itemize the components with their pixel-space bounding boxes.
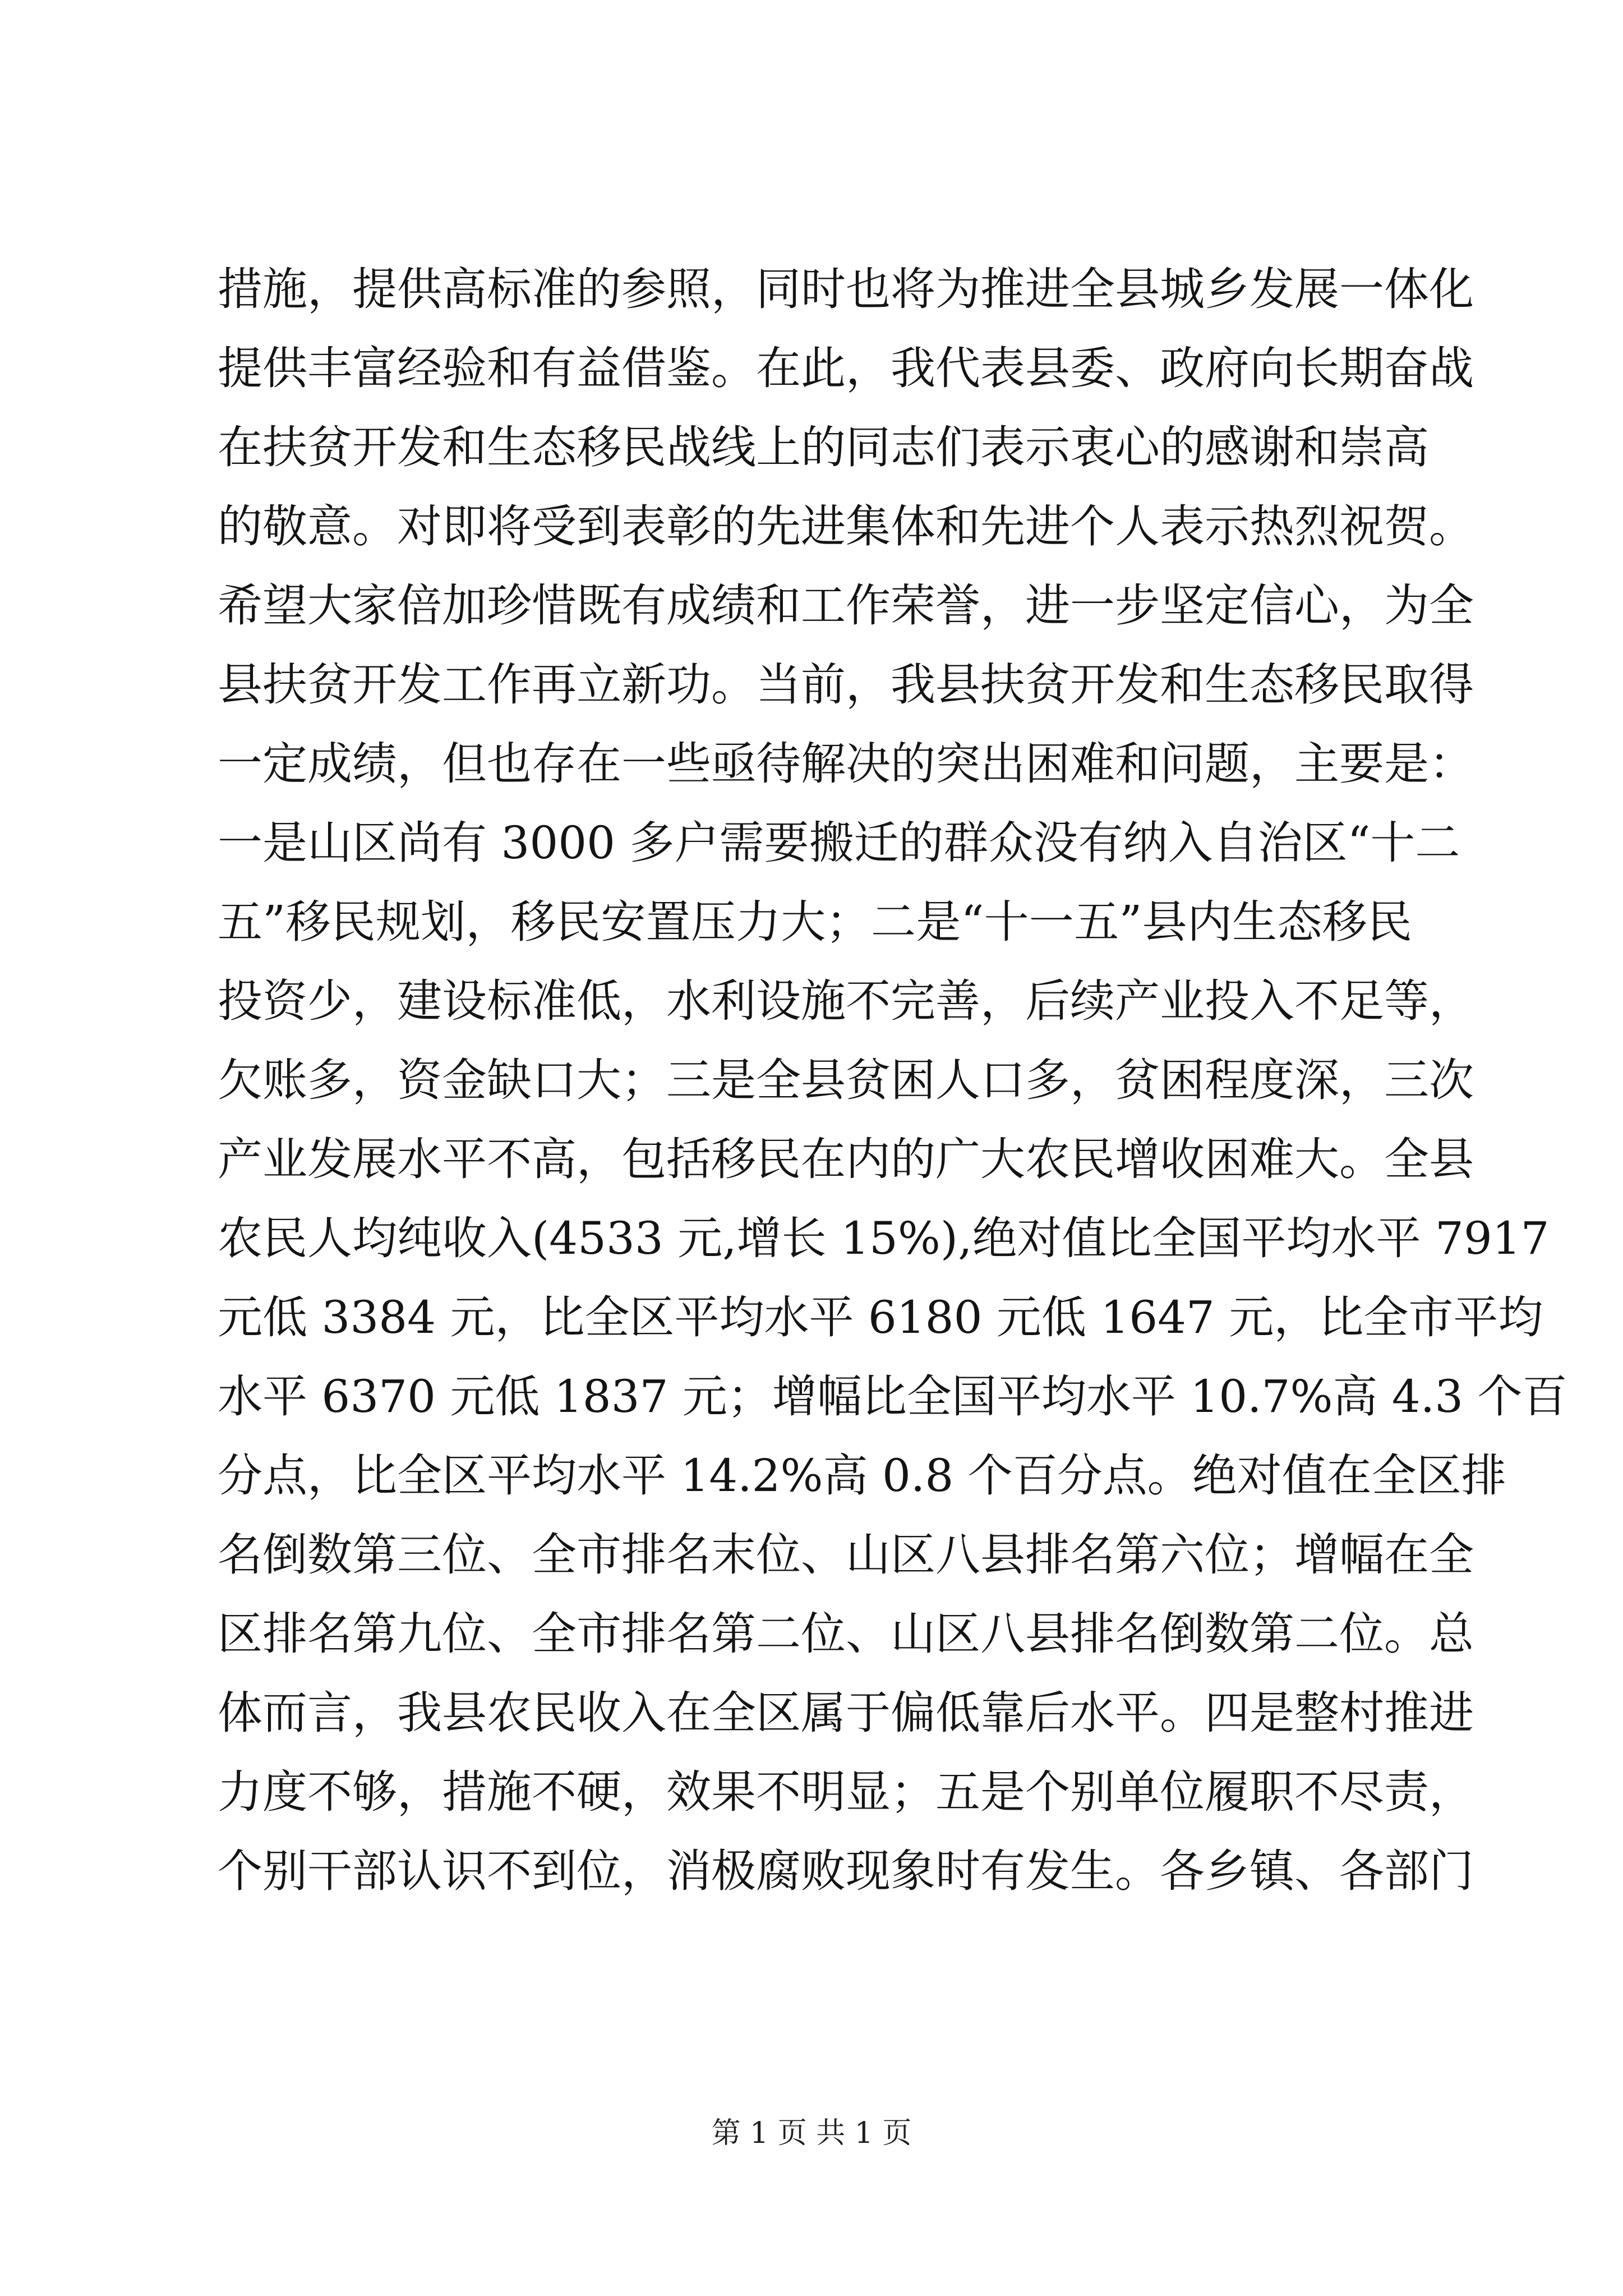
text-line: 在扶贫开发和生态移民战线上的同志们表示衷心的感谢和崇高 [218,421,1429,473]
body-text [218,250,1567,1911]
text-line: 力度不够，措施不硬，效果不明显；五是个别单位履职不尽责， [218,1766,1474,1818]
text-line: 元低 3384 元，比全区平均水平 6180 元低 1647 元，比全市平均 [218,1291,1543,1343]
text-line: 希望大家倍加珍惜既有成绩和工作荣誉，进一步坚定信心，为全 [218,579,1474,632]
text-line: 一是山区尚有 3000 多户需要搬迁的群众没有纳入自治区“十二 [218,817,1460,869]
text-line: 体而言，我县农民收入在全区属于偏低靠后水平。四是整村推进 [218,1687,1474,1739]
page-number-label: 第 1 页 共 1 页 [711,2116,912,2150]
text-line: 措施，提供高标准的参照，同时也将为推进全县城乡发展一体化 [218,263,1474,315]
text-line: 产业发展水平不高，包括移民在内的广大农民增收困难大。全县 [218,1133,1474,1185]
text-line: 分点，比全区平均水平 14.2%高 0.8 个百分点。绝对值在全区排 [218,1450,1506,1502]
text-line: 的敬意。对即将受到表彰的先进集体和先进个人表示热烈祝贺。 [218,500,1474,553]
text-line: 提供丰富经验和有益借鉴。在此，我代表县委、政府向长期奋战 [218,342,1474,394]
page-footer [0,2109,1623,2151]
text-line: 名倒数第三位、全市排名末位、山区八县排名第六位；增幅在全 [218,1529,1474,1581]
text-line: 欠账多，资金缺口大；三是全县贫困人口多，贫困程度深，三次 [218,1054,1474,1106]
text-line: 个别干部认识不到位，消极腐败现象时有发生。各乡镇、各部门 [218,1845,1474,1897]
text-line: 五”移民规划，移民安置压力大；二是“十一五”县内生态移民 [218,896,1412,948]
text-line: 县扶贫开发工作再立新功。当前，我县扶贫开发和生态移民取得 [218,659,1474,711]
text-line: 农民人均纯收入(4533 元,增长 15%),绝对值比全国平均水平 7917 [218,1212,1550,1264]
text-line: 一定成绩，但也存在一些亟待解决的突出困难和问题，主要是： [218,738,1474,790]
text-line: 水平 6370 元低 1837 元；增幅比全国平均水平 10.7%高 4.3 个百 [218,1370,1567,1423]
text-line: 区排名第九位、全市排名第二位、山区八县排名倒数第二位。总 [218,1608,1474,1660]
text-line: 投资少，建设标准低，水利设施不完善，后续产业投入不足等， [218,975,1474,1027]
